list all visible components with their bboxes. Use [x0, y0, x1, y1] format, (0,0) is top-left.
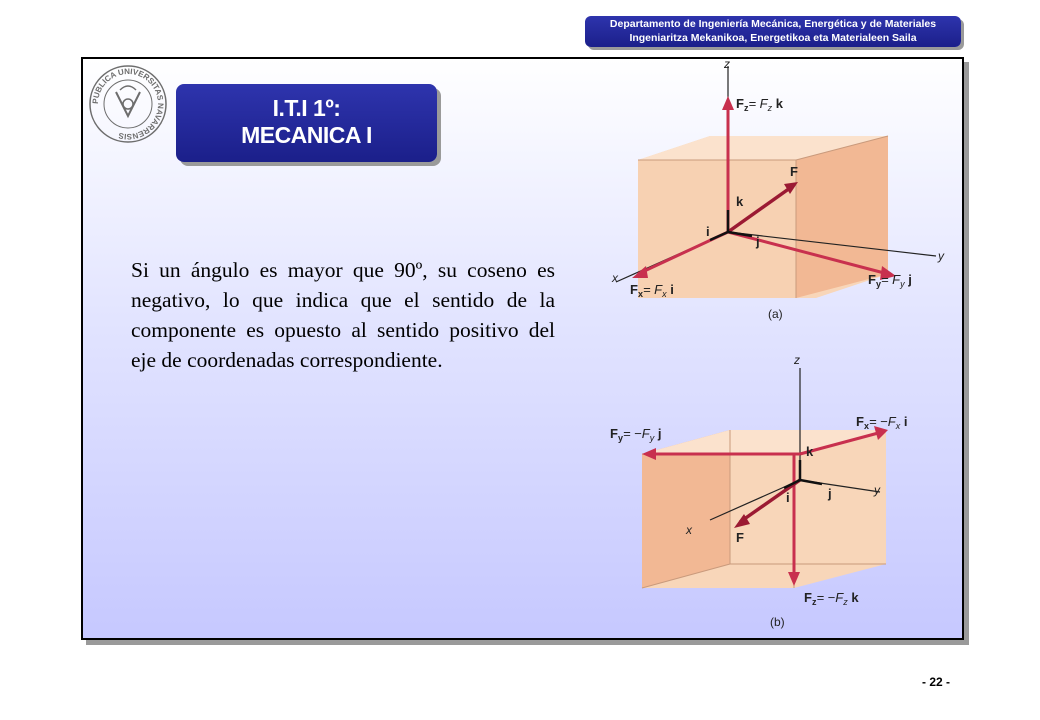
k-label: k — [736, 194, 744, 209]
z-axis-label: z — [724, 60, 730, 71]
course-title-box — [176, 84, 437, 162]
fy-label: $F_y= F_y$ j — [868, 272, 912, 289]
figure-a-diagram — [590, 60, 960, 325]
z-axis-label: z — [794, 353, 800, 367]
department-name-es: Departamento de Ingeniería Mecánica, Energética y de Materiales — [609, 18, 937, 30]
x-axis-label: x — [612, 271, 618, 285]
i-label: i — [786, 490, 790, 505]
course-code: I.T.I 1º: — [272, 95, 341, 121]
x-axis-label: x — [686, 523, 692, 537]
i-label: i — [706, 224, 710, 239]
department-banner — [585, 16, 961, 47]
figure-b-caption: (b) — [770, 615, 785, 629]
f-label: F — [790, 164, 798, 179]
fy-label: $F_y= -F_y$ j — [610, 426, 662, 443]
seal-text: PUBLICA UNIVERSITAS NAVARRENSIS — [90, 66, 166, 142]
fx-label: $F_x= F_x$ i — [630, 282, 674, 299]
y-axis-label: y — [938, 249, 944, 263]
fz-label: $F_z= F_z$ k — [736, 96, 783, 113]
j-label: j — [828, 486, 832, 501]
y-axis-label: y — [874, 483, 880, 497]
department-name-eu: Ingeniaritza Mekanikoa, Energetikoa eta Materialeen Saila — [629, 32, 917, 44]
page-number: - 22 - — [922, 675, 951, 689]
figure-b-diagram — [590, 350, 960, 635]
j-label: j — [756, 234, 760, 249]
university-seal-logo — [88, 64, 168, 144]
k-label: k — [806, 444, 814, 459]
f-label: F — [736, 530, 744, 545]
body-paragraph: Si un ángulo es mayor que 90º, su coseno es negativo, lo que indica que el sentido de la componente es opuesto al sentido positivo del eje de coordenadas correspondiente. — [131, 258, 555, 372]
course-name: MECANICA I — [241, 122, 372, 148]
fz-label: $F_z= -F_z$ k — [804, 590, 859, 607]
fx-label: $F_x= -F_x$ i — [856, 414, 908, 431]
figure-a-caption: (a) — [768, 307, 783, 321]
